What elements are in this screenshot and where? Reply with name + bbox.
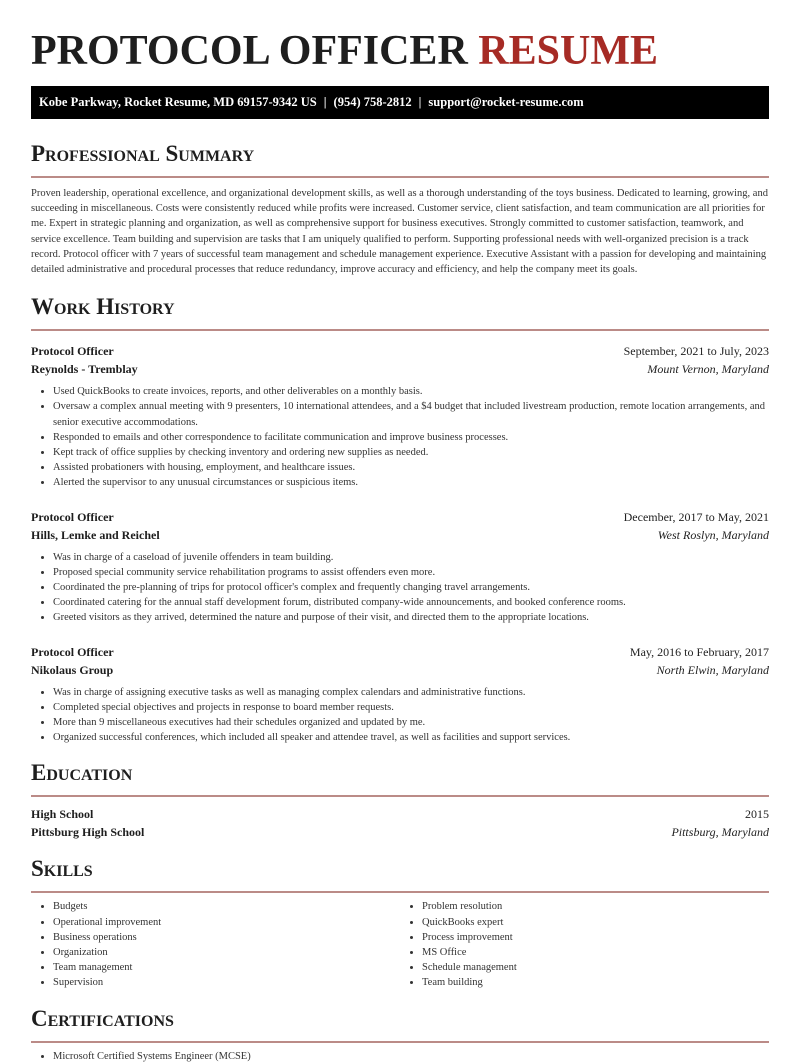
job-bullet: • Organized successful conferences, which included all speaker and attendee travel, as well as facilities and support services. <box>53 730 769 745</box>
job-dates: May, 2016 to February, 2017 <box>629 644 769 659</box>
section-heading-education: Education <box>31 760 133 786</box>
section-heading-work-history: Work History <box>31 294 175 320</box>
job-location: West Roslyn, Maryland <box>657 527 769 542</box>
certification-item: • Microsoft Certified Systems Engineer (MCSE) <box>53 1049 769 1064</box>
section-divider <box>31 891 769 893</box>
skills-grid <box>31 899 769 990</box>
contact-phone: (954) 758-2812 <box>333 95 412 109</box>
job-bullet: • Was in charge of a caseload of juvenile offenders in team building. <box>53 550 769 565</box>
title-accent: RESUME <box>478 28 658 74</box>
job-title: Protocol Officer <box>31 644 114 659</box>
job-company: Nikolaus Group <box>31 662 114 677</box>
job-bullet: • Proposed special community service rehabilitation programs to assist offenders even more. <box>53 565 769 580</box>
job-bullet: • Was in charge of assigning executive tasks as well as managing complex calendars and administrative functions. <box>53 685 769 700</box>
job-title: Protocol Officer <box>31 509 114 524</box>
education-entry <box>31 805 769 841</box>
job-bullet: • Assisted probationers with housing, employment, and healthcare issues. <box>53 460 769 475</box>
job-entry <box>31 342 769 490</box>
contact-bar <box>31 86 769 119</box>
job-title: Protocol Officer <box>31 344 114 359</box>
section-divider <box>31 1041 769 1043</box>
section-divider <box>31 176 769 178</box>
resume-title <box>31 0 769 74</box>
education-school: Pittsburg High School <box>31 825 145 840</box>
skill-item: • Operational improvement <box>53 915 400 930</box>
skill-item: • Business operations <box>53 930 400 945</box>
skill-item: • Team management <box>53 960 400 975</box>
contact-separator: | <box>418 95 422 109</box>
job-company: Hills, Lemke and Reichel <box>31 527 160 542</box>
education-degree: High School <box>31 807 94 822</box>
skill-item: • QuickBooks expert <box>422 915 769 930</box>
job-bullet: • Kept track of office supplies by checking inventory and ordering new supplies as needed. <box>53 445 769 460</box>
education-year: 2015 <box>745 807 769 822</box>
job-bullet: • Alerted the supervisor to any unusual circumstances or suspicious items. <box>53 475 769 490</box>
job-bullets <box>31 384 769 490</box>
skill-item: • MS Office <box>422 945 769 960</box>
job-company: Reynolds - Tremblay <box>31 362 138 377</box>
contact-separator: | <box>323 95 327 109</box>
skill-item: • Problem resolution <box>422 899 769 914</box>
job-bullet: • Used QuickBooks to create invoices, reports, and other deliverables on a monthly basis. <box>53 384 769 399</box>
job-location: North Elwin, Maryland <box>656 662 769 677</box>
section-divider <box>31 795 769 797</box>
job-dates: September, 2021 to July, 2023 <box>623 344 769 359</box>
job-bullet: • More than 9 miscellaneous executives had their schedules organized and updated by me. <box>53 715 769 730</box>
job-dates: December, 2017 to May, 2021 <box>623 509 769 524</box>
skill-item: • Supervision <box>53 975 400 990</box>
job-bullet: • Coordinated the pre-planning of trips for protocol officer's complex and frequently changing travel arrangements. <box>53 580 769 595</box>
skill-item: • Budgets <box>53 899 400 914</box>
skill-item: • Organization <box>53 945 400 960</box>
skill-item: • Process improvement <box>422 930 769 945</box>
section-heading-summary: Professional Summary <box>31 141 255 166</box>
skill-item: • Schedule management <box>422 960 769 975</box>
job-bullet: • Completed special objectives and projects in response to board member requests. <box>53 700 769 715</box>
certifications-list <box>31 1049 769 1064</box>
skill-item: • Team building <box>422 975 769 990</box>
contact-email[interactable]: support@rocket-resume.com <box>428 95 584 109</box>
job-bullet: • Responded to emails and other correspondence to facilitate communication and improve business processes. <box>53 430 769 445</box>
job-bullet: • Coordinated catering for the annual staff development forum, distributed company-wide announcements, and booked conference rooms. <box>53 595 769 610</box>
section-heading-certifications: Certifications <box>31 1005 174 1031</box>
skills-column-right <box>400 899 769 990</box>
job-entry <box>31 643 769 746</box>
education-location: Pittsburg, Maryland <box>671 825 769 840</box>
job-bullets <box>31 550 769 626</box>
title-main: PROTOCOL OFFICER <box>31 28 468 74</box>
job-bullet: • Greeted visitors as they arrived, determined the nature and purpose of their visit, and directed them to the appropriate locations. <box>53 610 769 625</box>
section-divider <box>31 329 769 331</box>
summary-text: Proven leadership, operational excellence, and organizational development skills, as well as a thorough understanding of the toys business. Dedicated to learning, growing, and succeeding in miscellaneous. Costs were consistently reduced while profits were increased. Customer service, client satisfaction, and team communication are all priorities for me. Expert in strategic planning and organization, as well as comprehensive support for business executives. Strongly committed to customer satisfaction, teamwork, and service excellence. Team building and supervision are tasks that I am uniquely qualified to perform. Supporting professional needs with well-organized precision is a track record. Protocol officer with 7 years of successful team management and schedule management experience. Executive Assistant with a passion for developing and maintaining detailed administrative and procedural processes that reduce redundancy, improve accuracy and efficiency, and help the company meet its goals. <box>31 188 768 276</box>
contact-address: Kobe Parkway, Rocket Resume, MD 69157-9342 US <box>39 95 317 109</box>
section-heading-skills: Skills <box>31 856 93 882</box>
job-location: Mount Vernon, Maryland <box>647 362 769 377</box>
job-entry <box>31 508 769 626</box>
skills-column-left <box>31 899 400 990</box>
job-bullets <box>31 685 769 746</box>
job-bullet: • Oversaw a complex annual meeting with 9 presenters, 10 international attendees, and a $4 budget that included livestream production, remote location arrangements, and senior executive accommodations. <box>53 399 769 429</box>
